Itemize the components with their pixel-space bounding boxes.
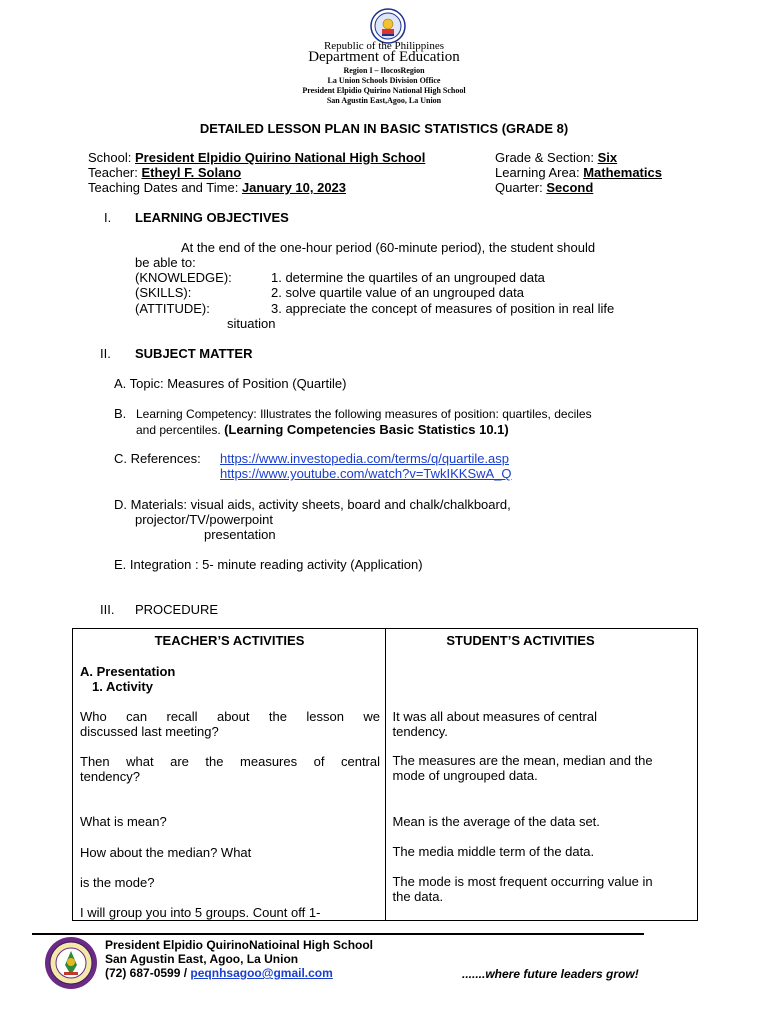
quarter-value: Second bbox=[546, 180, 594, 195]
objective-attitude-label: (ATTITUDE): bbox=[135, 301, 210, 316]
teacher-question-4: How about the median? What bbox=[80, 845, 252, 860]
footer-tagline: .......where future leaders grow! bbox=[462, 967, 639, 981]
competency-text: and percentiles. bbox=[136, 423, 221, 437]
student-answer-5b: the data. bbox=[392, 889, 444, 904]
teacher-question-1b: discussed last meeting? bbox=[80, 724, 219, 739]
presentation-heading: A. Presentation bbox=[80, 664, 176, 679]
student-answer-2b: mode of ungrouped data. bbox=[392, 768, 538, 783]
procedure-number: III. bbox=[100, 602, 115, 617]
materials-line3: presentation bbox=[204, 527, 276, 542]
quarter-label: Quarter: bbox=[495, 180, 543, 195]
reference-link-investopedia[interactable]: https://www.investopedia.com/terms/q/quartile.asp bbox=[220, 451, 510, 466]
school-label: School: bbox=[88, 150, 132, 165]
objective-skills-text: 2. solve quartile value of an ungrouped data bbox=[271, 285, 524, 300]
teacher-label: Teacher: bbox=[88, 165, 138, 180]
footer-divider bbox=[32, 933, 644, 935]
letterhead-address: San Agustin East,Agoo, La Union bbox=[326, 96, 442, 105]
student-column bbox=[386, 629, 698, 921]
student-column-header: STUDENT’S ACTIVITIES bbox=[446, 633, 595, 648]
student-answer-4: The media middle term of the data. bbox=[392, 844, 595, 859]
student-answer-1b: tendency. bbox=[392, 724, 448, 739]
footer-contact bbox=[105, 966, 333, 980]
dates-row bbox=[88, 180, 346, 195]
school-value: President Elpidio Quirino National High School bbox=[135, 150, 426, 165]
teacher-row bbox=[88, 165, 241, 180]
objectives-intro-line1: At the end of the one-hour period (60-minute period), the student should bbox=[181, 240, 596, 255]
grade-value: Six bbox=[597, 150, 618, 165]
area-label: Learning Area: bbox=[495, 165, 580, 180]
competency-line2 bbox=[136, 422, 509, 437]
grade-label: Grade & Section: bbox=[495, 150, 594, 165]
materials-line1: D. Materials: visual aids, activity sheets, board and chalk/chalkboard, bbox=[114, 497, 511, 512]
activity-heading: 1. Activity bbox=[92, 679, 153, 694]
document-title: DETAILED LESSON PLAN IN BASIC STATISTICS (GRADE 8) bbox=[199, 121, 569, 136]
subject-topic: A. Topic: Measures of Position (Quartile) bbox=[114, 376, 347, 391]
procedure-table bbox=[72, 628, 698, 921]
letterhead-region: Region I – IlocosRegion bbox=[343, 66, 425, 75]
dates-value: January 10, 2023 bbox=[241, 180, 347, 195]
competency-reference: (Learning Competencies Basic Statistics 10.1) bbox=[224, 422, 509, 437]
objective-attitude-text: 3. appreciate the concept of measures of position in real life bbox=[271, 301, 615, 316]
area-value: Mathematics bbox=[583, 165, 662, 180]
objective-knowledge-text: 1. determine the quartiles of an ungrouped data bbox=[271, 270, 545, 285]
student-answer-5a: The mode is most frequent occurring value in bbox=[392, 874, 653, 889]
teacher-column-header: TEACHER’S ACTIVITIES bbox=[154, 633, 305, 648]
footer-phone: (72) 687-0599 / bbox=[105, 966, 188, 980]
subject-number: II. bbox=[100, 346, 111, 361]
footer-school: President Elpidio QuirinoNatioinal High School bbox=[105, 938, 374, 952]
competency-letter: B. bbox=[114, 406, 127, 421]
materials-line2: projector/TV/powerpoint bbox=[135, 512, 274, 527]
grade-row bbox=[495, 150, 617, 165]
objective-knowledge-label: (KNOWLEDGE): bbox=[135, 270, 232, 285]
objectives-intro-line2: be able to: bbox=[135, 255, 196, 270]
objectives-heading: LEARNING OBJECTIVES bbox=[135, 210, 289, 225]
student-answer-1a: It was all about measures of central bbox=[392, 709, 597, 724]
student-answer-3: Mean is the average of the data set. bbox=[392, 814, 600, 829]
subject-heading: SUBJECT MATTER bbox=[135, 346, 253, 361]
objectives-number: I. bbox=[104, 210, 112, 225]
letterhead-republic: Republic of the Philippines bbox=[323, 40, 445, 52]
teacher-question-2b: tendency? bbox=[80, 769, 140, 784]
teacher-instruction-6: I will group you into 5 groups. Count off 1- bbox=[80, 905, 321, 920]
integration: E. Integration : 5- minute reading activity (Application) bbox=[114, 557, 423, 572]
objective-attitude-continuation: situation bbox=[227, 316, 276, 331]
teacher-value: Etheyl F. Solano bbox=[141, 165, 242, 180]
letterhead-school: President Elpidio Quirino National High School bbox=[302, 86, 466, 95]
objective-skills-label: (SKILLS): bbox=[135, 285, 192, 300]
area-row bbox=[495, 165, 662, 180]
letterhead-department: Department of Education bbox=[308, 49, 460, 65]
deped-seal-icon bbox=[370, 8, 406, 44]
dates-label: Teaching Dates and Time: bbox=[88, 180, 239, 195]
school-row bbox=[88, 150, 425, 165]
school-logo-icon bbox=[44, 936, 98, 990]
references-label: C. References: bbox=[114, 451, 201, 466]
reference-link-youtube[interactable]: https://www.youtube.com/watch?v=TwkIKKSwA_Q bbox=[220, 466, 512, 481]
teacher-column bbox=[73, 629, 386, 921]
student-answer-2a: The measures are the mean, median and the bbox=[392, 753, 653, 768]
letterhead-division: La Union Schools Division Office bbox=[327, 76, 441, 85]
competency-line1: Learning Competency: Illustrates the following measures of position: quartiles, deciles bbox=[136, 407, 592, 421]
teacher-question-1a: Who can recall about the lesson we bbox=[80, 709, 380, 724]
footer-address: San Agustin East, Agoo, La Union bbox=[105, 952, 299, 966]
footer-email-link[interactable]: peqnhsagoo@gmail.com bbox=[190, 966, 333, 980]
procedure-heading: PROCEDURE bbox=[135, 602, 219, 617]
quarter-row bbox=[495, 180, 593, 195]
teacher-question-5: is the mode? bbox=[80, 875, 155, 890]
teacher-question-2a: Then what are the measures of central bbox=[80, 754, 380, 769]
teacher-question-3: What is mean? bbox=[80, 814, 167, 829]
